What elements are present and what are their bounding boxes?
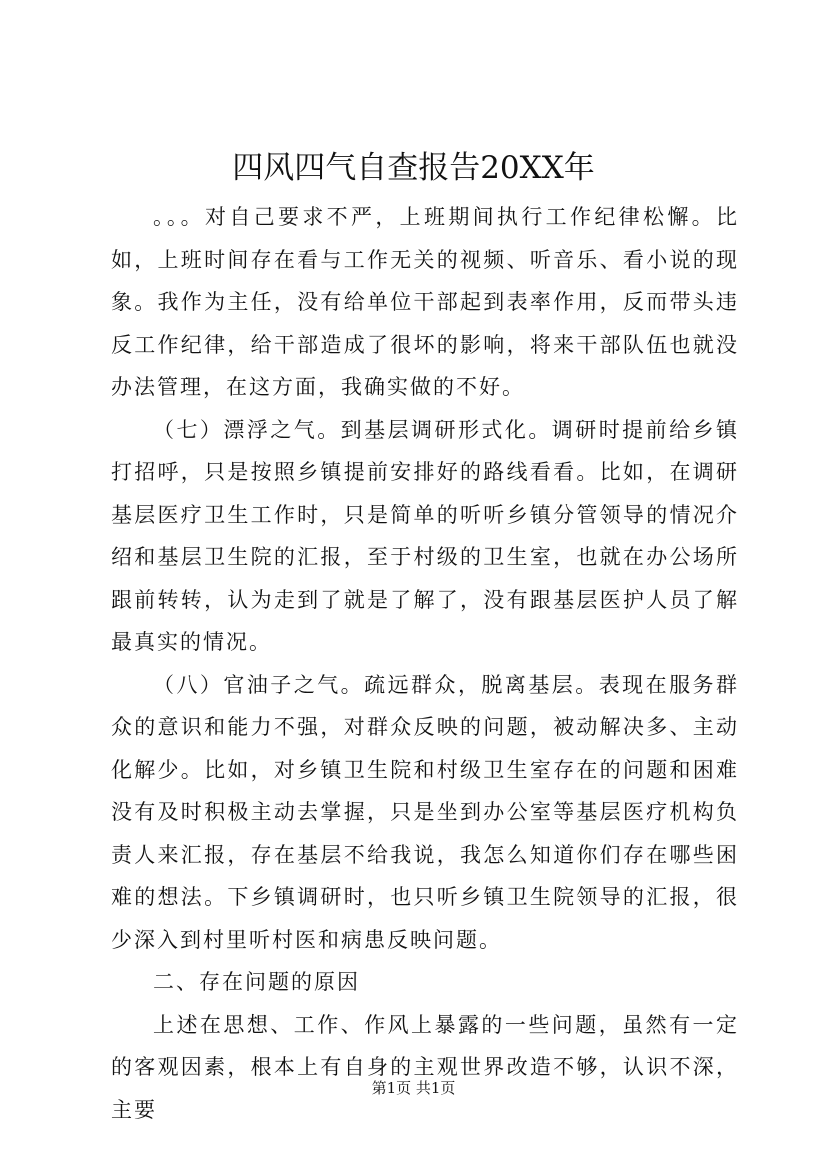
section-heading: 二、存在问题的原因 [153, 970, 360, 994]
page-footer: 第1页 共1页 [371, 1079, 456, 1097]
paragraph-2: （七）漂浮之气。到基层调研形式化。调研时提前给乡镇打招呼，只是按照乡镇提前安排好的路线看看。比如，在调研基层医疗卫生工作时，只是简单的听听乡镇分管领导的情况介绍和基层卫生院的汇报，至于村级的卫生室，也就在办公场所跟前转转，认为走到了就是了解了，没有跟基层医护人员了解最真实的情况。 [111, 417, 739, 654]
paragraph-3: （八）官油子之气。疏远群众，脱离基层。表现在服务群众的意识和能力不强，对群众反映的问题，被动解决多、主动化解少。比如，对乡镇卫生院和村级卫生室存在的问题和困难没有及时积极主动去掌握，只是坐到办公室等基层医疗机构负责人来汇报，存在基层不给我说，我怎么知道你们存在哪些困难的想法。下乡镇调研时，也只听乡镇卫生院领导的汇报，很少深入到村里听村医和病患反映问题。 [111, 672, 739, 952]
paragraph-1: 。。。对自己要求不严，上班期间执行工作纪律松懈。比如，上班时间存在看与工作无关的视频、听音乐、看小说的现象。我作为主任，没有给单位干部起到表率作用，反而带头违反工作纪律，给干部造成了很坏的影响，将来干部队伍也就没办法管理，在这方面，我确实做的不好。 [111, 205, 739, 399]
document-body [111, 196, 739, 1131]
paragraph-4: 上述在思想、工作、作风上暴露的一些问题，虽然有一定的客观因素，根本上有自身的主观世界改造不够，认识不深，主要 [111, 1012, 739, 1122]
document-title: 四风四气自查报告20XX年 [232, 150, 595, 186]
